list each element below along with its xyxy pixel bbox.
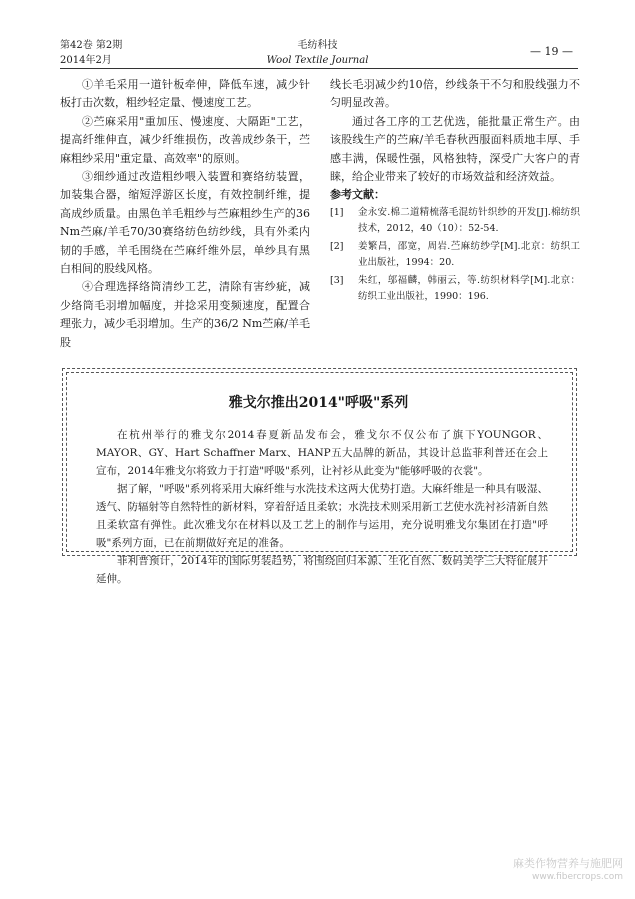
header-rule bbox=[60, 68, 578, 69]
reference-item bbox=[330, 239, 580, 271]
reference-item bbox=[330, 273, 580, 305]
body-paragraph: ③细纱通过改造粗纱喂入装置和赛络纺装置，加装集合器，缩短浮游区长度，有效控制纤维，提高成纱质量。由黑色羊毛粗纱与苎麻粗纱生产的36 Nm苎麻/羊毛70/30赛络纺色纺纱线，具有外柔内韧的手感，羊毛围绕在苎麻纤维外层，单纱具有黑白相间的股线风格。 bbox=[60, 170, 310, 276]
reference-text: 姜繁昌，邵宽，周岩.苎麻纺纱学[M].北京：纺织工业出版社，1994：20. bbox=[358, 240, 580, 268]
news-paragraph: 据了解，"呼吸"系列将采用大麻纤维与水洗技术这两大优势打造。大麻纤维是一种具有吸湿、透气、防辐射等自然特性的新材料，穿着舒适且柔软；水洗技术则采用新工艺使水洗衬衫清新自然且柔软富有弹性。此次雅戈尔在材料以及工艺上的制作与运用，充分说明雅戈尔集团在打造"呼吸"系列方面，已在前期做好充足的准备。 bbox=[96, 483, 548, 549]
right-column bbox=[330, 76, 580, 307]
reference-number: [2] bbox=[330, 240, 344, 252]
reference-number: [1] bbox=[330, 206, 344, 218]
reference-number: [3] bbox=[330, 274, 344, 286]
news-box-title: 雅戈尔推出2014"呼吸"系列 bbox=[228, 395, 409, 411]
watermark-name: 麻类作物营养与施肥网 bbox=[513, 857, 623, 870]
body-paragraph: ②苎麻采用"重加压、慢速度、大隔距"工艺，提高纤维伸直，减少纤维损伤，改善成纱条干，苎麻粗纱采用"重定量、高效率"的原则。 bbox=[60, 114, 310, 165]
body-paragraph: 通过各工序的工艺优选，能批量正常生产。由该股线生产的苎麻/羊毛春秋西服面料质地丰厚、手感丰满，保暖性强，风格独特，深受广大客户的青睐，给企业带来了较好的市场效益和经济效益。 bbox=[330, 114, 580, 184]
references-heading: 参考文献： bbox=[330, 188, 385, 202]
page-number: — 19 — bbox=[530, 45, 573, 58]
body-paragraph: 线长毛羽减少约10倍，纱线条干不匀和股线强力不匀明显改善。 bbox=[330, 78, 580, 110]
journal-name-cn: 毛纺科技 bbox=[297, 40, 338, 51]
news-paragraph: 在杭州举行的雅戈尔2014春夏新品发布会，雅戈尔不仅公布了旗下YOUNGOR、MAYOR、GY、Hart Schaffner Marx、HANP五大品牌的新品，其设计总监菲利普还在会上宣布，2014年雅戈尔将致力于打造"呼吸"系列，让衬衫从此变为"能够呼吸的衣裳"。 bbox=[96, 429, 548, 477]
body-paragraph: ①羊毛采用一道针板牵伸，降低车速，减少针板打击次数，粗纱轻定量、慢速度工艺。 bbox=[60, 78, 310, 110]
left-column bbox=[60, 76, 310, 352]
reference-item bbox=[330, 205, 580, 237]
volume-issue: 第42卷 第2期 bbox=[60, 40, 123, 51]
reference-text: 朱红，邬福麟，韩丽云，等.纺织材料学[M].北京：纺织工业出版社，1990：196. bbox=[358, 274, 580, 302]
reference-text: 金永安.棉二道精梳落毛混纺针织纱的开发[J].棉纺织技术，2012，40（10）：52-54. bbox=[358, 206, 580, 234]
body-paragraph: ④合理选择络筒清纱工艺，清除有害纱疵，减少络筒毛羽增加幅度，并捻采用变频速度，配置合理张力，减少毛羽增加。生产的36/2 Nm苎麻/羊毛股 bbox=[60, 280, 310, 349]
issue-date: 2014年2月 bbox=[60, 55, 112, 66]
journal-name-en: Wool Textile Journal bbox=[266, 55, 369, 66]
watermark-url: www.fibercrops.com bbox=[532, 872, 623, 882]
news-paragraph: 菲利普预计，2014年的国际男装趋势，将围绕回归本源、生化自然、数码美学三大特征展开延伸。 bbox=[96, 555, 548, 585]
news-box-body bbox=[96, 426, 548, 588]
watermark bbox=[513, 857, 623, 883]
